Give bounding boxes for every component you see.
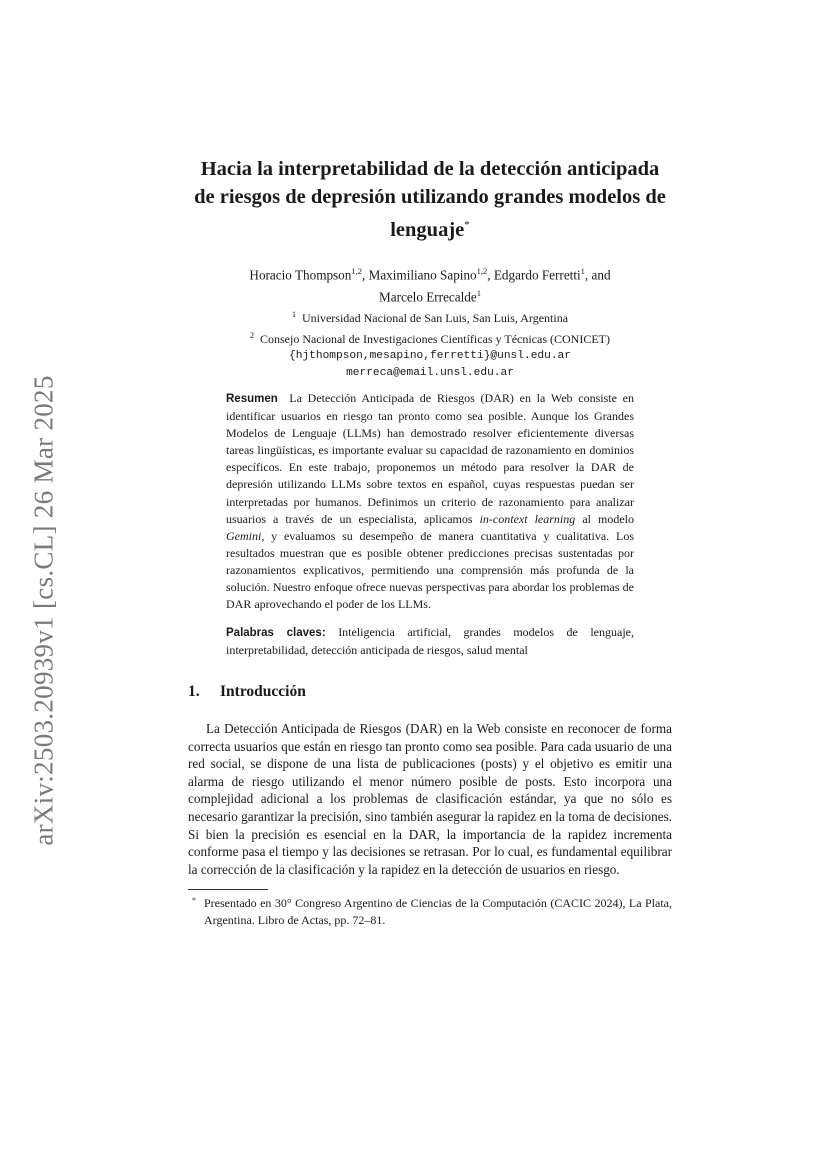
footnote: [188, 895, 672, 928]
author-name: Horacio Thompson: [249, 267, 352, 283]
affiliation-text: Universidad Nacional de San Luis, San Luis, Argentina: [301, 311, 569, 325]
affiliation-line: [188, 327, 672, 348]
footnote-rule: [188, 889, 268, 890]
author-separator: ,: [487, 267, 494, 283]
intro-paragraph: La Detección Anticipada de Riesgos (DAR) en la Web consiste en reconocer de forma correcta usuarios que están en riesgo tan pronto como sea posible. Para cada usuario de una red social, se dispone de una lista de publicaciones (posts) y el objetivo es emitir una alarma de riesgo utilizando el menor número posible de posts. Esto incorpora una complejidad adicional a los problemas de clasificación estándar, ya que no sólo es necesario garantizar la precisión, sino también asegurar la rapidez en la toma de decisiones. Si bien la precisión es esencial en la DAR, la importancia de la rapidez incrementa conforme pasa el tiempo y las decisiones se retrasan. Por lo cual, es fundamental equilibrar la corrección de la clasificación y la rapidez en la detección de usuarios en riesgo.: [188, 721, 672, 877]
abstract-italic-term: in-context learning: [479, 511, 576, 526]
author-separator: ,: [362, 267, 369, 283]
affiliation-number: 1: [291, 310, 296, 319]
paper-title: [188, 155, 672, 244]
email-line: merreca@email.unsl.edu.ar: [346, 367, 514, 379]
author-separator: , and: [584, 267, 611, 283]
author-affiliation: 1,2: [476, 266, 488, 276]
abstract-text: al modelo: [582, 511, 635, 526]
footnote-mark: *: [192, 896, 196, 905]
affiliation-line: [188, 306, 672, 327]
affiliation-number: 2: [249, 331, 254, 340]
section-number: 1.: [188, 683, 200, 700]
keywords-text: Inteligencia artificial, grandes modelos de lenguaje, interpretabilidad, detección anticipada de riesgos, salud mental: [226, 625, 634, 658]
author-list: [188, 262, 672, 307]
affiliations: [188, 306, 672, 382]
abstract-label: Resumen: [226, 393, 278, 405]
abstract-text: , y evaluamos su desempeño de manera cuantitativa y cualitativa. Los resultados muestran que es posible obtener predicciones precisas sustentadas por razonamientos explicativos, permitiendo una comprensión más profunda de la solución. Nuestro enfoque ofrece nuevas perspectivas para abordar los problemas de DAR aprovechando el poder de los LLMs.: [226, 528, 634, 612]
keywords: [226, 624, 634, 659]
abstract-italic-term: Gemini: [226, 528, 262, 543]
arxiv-identifier: [22, 360, 66, 860]
author-affiliation: 1: [476, 288, 481, 299]
keywords-label: Palabras claves:: [226, 627, 326, 639]
author-name: Marcelo Errecalde: [379, 289, 477, 305]
author-name: Maximiliano Sapino: [368, 267, 477, 283]
author-affiliation: 1: [580, 266, 585, 276]
section-title: Introducción: [220, 683, 306, 700]
abstract-text: La Detección Anticipada de Riesgos (DAR) en la Web consiste en identificar usuarios en riesgo tan pronto como sea posible. Aunque los Grandes Modelos de Lenguaje (LLMs) han demostrado resolver eficientemente diversas tareas lingüísticas, es importante evaluar su capacidad de razonamiento en dominios específicos. En este trabajo, proponemos un método para resolver la DAR de depresión utilizando LLMs sobre textos en español, cuyas respuestas puedan ser interpretadas por humanos. Definimos un criterio de razonamiento para analizar usuarios a través de un especialista, aplicamos: [226, 391, 635, 526]
email-line: {hjthompson,mesapino,ferretti}@unsl.edu.ar: [289, 350, 571, 362]
paper-title-text: Hacia la interpretabilidad de la detección anticipada de riesgos de depresión utilizando grandes modelos de lenguaje: [194, 158, 666, 241]
footnote-text: Presentado en 30° Congreso Argentino de Ciencias de la Computación (CACIC 2024), La Plata, Argentina. Libro de Actas, pp. 72–81.: [204, 896, 672, 927]
author-name: Edgardo Ferretti: [493, 267, 581, 283]
title-footnote-mark: *: [464, 219, 470, 231]
affiliation-text: Consejo Nacional de Investigaciones Científicas y Técnicas (CONICET): [259, 332, 610, 346]
abstract: [226, 390, 634, 613]
author-affiliation: 1,2: [351, 266, 362, 276]
arxiv-identifier-text: arXiv:2503.20939v1 [cs.CL] 26 Mar 2025: [28, 374, 59, 846]
section-heading: [188, 683, 306, 701]
